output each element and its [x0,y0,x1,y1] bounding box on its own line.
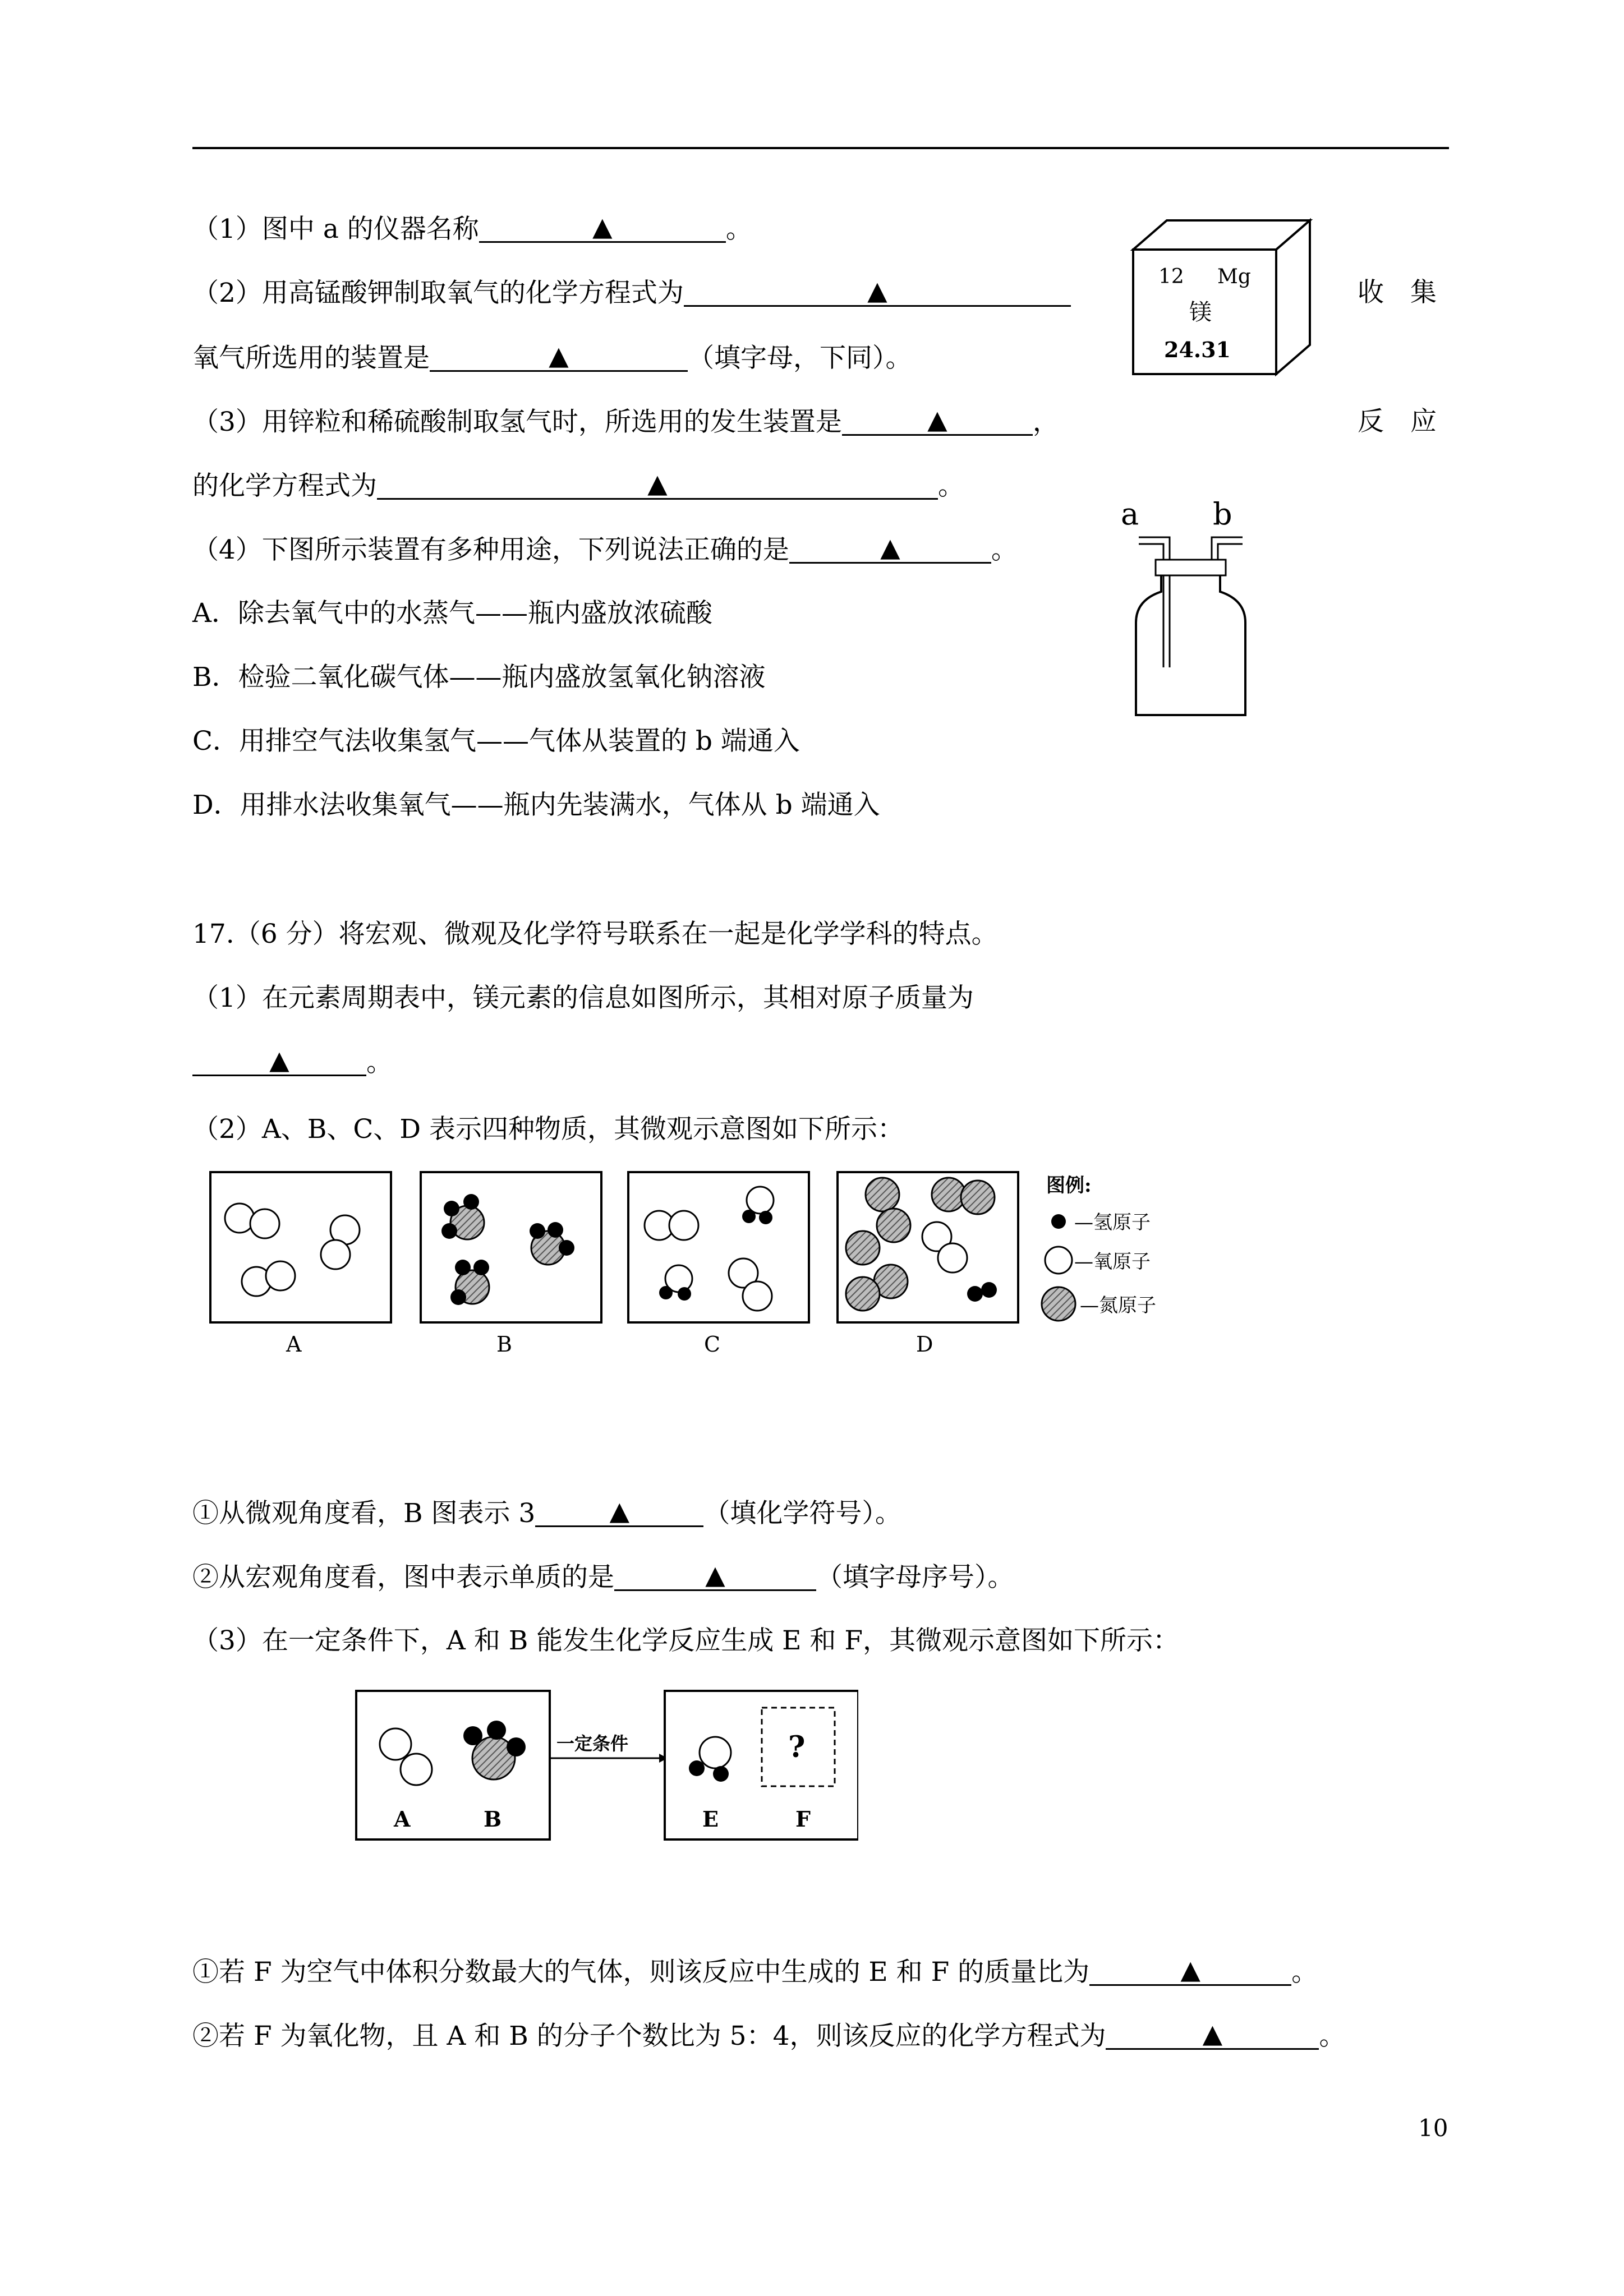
reaction-label-a: A [394,1806,411,1832]
q16-part2b: 氧气所选用的装置是 ▲ （填字母，下同）。 [192,340,912,374]
q17-part1: （1）在元素周期表中，镁元素的信息如图所示，其相对原子质量为 [192,983,974,1013]
unknown-product: ? [788,1730,806,1764]
panel-label-d: D [916,1332,933,1357]
legend-nitrogen: —氮原子 [1080,1294,1156,1317]
answer-blank[interactable]: ▲ [614,1560,816,1591]
answer-blank[interactable]: ▲ [377,469,938,500]
answer-blank[interactable]: ▲ [535,1496,703,1527]
reaction-label-f: F [795,1806,811,1832]
q17-title: 17.（6 分）将宏观、微观及化学符号联系在一起是化学学科的特点。 [192,919,998,949]
element-card [1128,216,1318,384]
q17-part3: （3）在一定条件下，A 和 B 能发生化学反应生成 E 和 F，其微观示意图如下所示： [192,1625,1179,1656]
answer-blank[interactable]: ▲ [192,1045,366,1076]
legend-oxygen: —氧原子 [1074,1251,1151,1273]
reaction-label-e: E [702,1806,719,1832]
reaction-condition: 一定条件 [556,1733,629,1754]
q16-part3b: 的化学方程式为 ▲ 。 [192,468,964,501]
answer-blank[interactable]: ▲ [684,276,1071,307]
element-symbol: Mg [1217,265,1251,288]
option-d: D．用排水法收集氧气——瓶内先装满水，气体从 b 端通入 [192,790,880,820]
answer-blank[interactable]: ▲ [842,405,1033,436]
q17-sub3: ①若 F 为空气中体积分数最大的气体，则该反应中生成的 E 和 F 的质量比为 ▲ 。 [192,1954,1318,1988]
answer-blank[interactable]: ▲ [430,341,688,372]
panel-a [210,1172,391,1357]
panel-c [628,1172,809,1357]
answer-blank[interactable]: ▲ [1089,1955,1291,1986]
q16-part4: （4）下图所示装置有多种用途，下列说法正确的是 ▲ 。 [192,532,1018,565]
page-number: 10 [1418,2114,1448,2142]
q17-part1-answer: ▲ 。 [192,1045,393,1080]
tube-label-b: b [1213,496,1232,532]
gas-bottle [1116,494,1262,718]
q17-part2: （2）A、B、C、D 表示四种物质，其微观示意图如下所示： [192,1114,904,1145]
reaction-diagram [353,1685,858,1848]
element-number: 12 [1158,265,1184,288]
q17-sub2: ②从宏观角度看，图中表示单质的是 ▲ （填字母序号）。 [192,1560,1014,1593]
legend-title: 图例: [1046,1174,1092,1197]
q16-part1: （1）图中 a 的仪器名称 ▲ 。 [192,211,752,245]
legend-hydrogen: —氢原子 [1074,1211,1151,1234]
q17-sub4: ②若 F 为氧化物，且 A 和 B 的分子个数比为 5：4，则该反应的化学方程式为 ▲ 。 [192,2018,1346,2051]
element-name: 镁 [1189,299,1212,325]
q16-part2a-tail: 收 集 [1358,277,1437,308]
q17-sub1: ①从微观角度看，B 图表示 3 ▲ （填化学符号）。 [192,1496,901,1529]
reaction-label-b: B [484,1806,502,1832]
answer-blank[interactable]: ▲ [479,212,726,243]
panel-label-c: C [704,1332,721,1357]
element-mass: 24.31 [1164,337,1231,362]
panel-d [838,1172,1018,1357]
answer-blank[interactable]: ▲ [789,533,991,564]
panel-label-b: B [496,1332,512,1357]
micro-diagram [208,1169,1262,1360]
panel-b [421,1172,601,1357]
option-a: A．除去氧气中的水蒸气——瓶内盛放浓硫酸 [192,598,712,629]
tube-label-a: a [1121,496,1139,532]
option-c: C．用排空气法收集氢气——气体从装置的 b 端通入 [192,726,800,757]
legend [1042,1174,1156,1321]
top-rule [192,147,1449,149]
q16-part3a: （3）用锌粒和稀硫酸制取氢气时，所选用的发生装置是 ▲ ， [192,404,1059,437]
option-b: B．检验二氧化碳气体——瓶内盛放氢氧化钠溶液 [192,662,766,693]
answer-blank[interactable]: ▲ [1106,2019,1319,2050]
panel-label-a: A [286,1332,302,1357]
q16-part2a: （2）用高锰酸钾制取氧气的化学方程式为 ▲ [192,276,1071,310]
q16-part3a-tail: 反 应 [1358,406,1437,437]
